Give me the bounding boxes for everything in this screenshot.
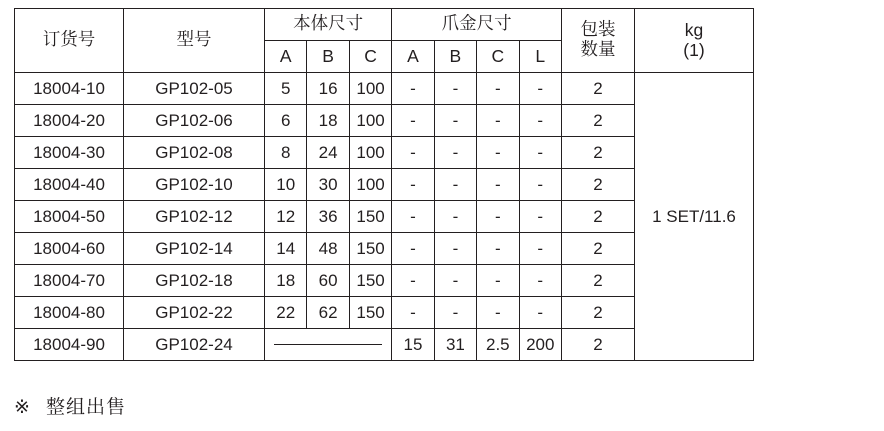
cell-model: GP102-14 — [124, 233, 265, 265]
cell-body-a: 6 — [265, 105, 307, 137]
header-kg — [635, 9, 754, 73]
cell-body-b: 30 — [307, 169, 349, 201]
cell-jaw-a: - — [392, 265, 434, 297]
header-kg-line1: kg — [684, 19, 704, 40]
header-kg-line2: (1) — [683, 39, 705, 60]
cell-body-a: 10 — [265, 169, 307, 201]
cell-body-a: 18 — [265, 265, 307, 297]
cell-pack-qty: 2 — [562, 73, 635, 105]
spec-table-container — [14, 8, 754, 361]
cell-body-b: 62 — [307, 297, 349, 329]
cell-body-c: 100 — [349, 137, 391, 169]
header-body-size: 本体尺寸 — [265, 9, 392, 41]
cell-jaw-l: - — [519, 201, 561, 233]
cell-jaw-l: - — [519, 105, 561, 137]
header-pack-qty — [562, 9, 635, 73]
cell-jaw-l: - — [519, 73, 561, 105]
cell-body-c: 150 — [349, 297, 391, 329]
header-body-b: B — [307, 41, 349, 73]
cell-pack-qty: 2 — [562, 329, 635, 361]
cell-jaw-a: - — [392, 233, 434, 265]
header-body-c: C — [349, 41, 391, 73]
cell-body-a: 14 — [265, 233, 307, 265]
cell-jaw-l: - — [519, 297, 561, 329]
cell-model: GP102-06 — [124, 105, 265, 137]
cell-jaw-c: - — [477, 297, 519, 329]
reference-mark-icon: ※ — [14, 396, 31, 418]
cell-pack-qty: 2 — [562, 233, 635, 265]
cell-jaw-a: - — [392, 137, 434, 169]
header-body-a: A — [265, 41, 307, 73]
table-header — [15, 9, 754, 73]
cell-jaw-b: - — [434, 265, 476, 297]
cell-jaw-c: - — [477, 233, 519, 265]
cell-body-c: 150 — [349, 201, 391, 233]
cell-jaw-b: - — [434, 73, 476, 105]
cell-order-no: 18004-30 — [15, 137, 124, 169]
cell-jaw-c: - — [477, 265, 519, 297]
cell-pack-qty: 2 — [562, 169, 635, 201]
header-jaw-a: A — [392, 41, 434, 73]
cell-pack-qty: 2 — [562, 105, 635, 137]
cell-body-b: 60 — [307, 265, 349, 297]
cell-jaw-b: 31 — [434, 329, 476, 361]
cell-jaw-b: - — [434, 233, 476, 265]
table-body — [15, 73, 754, 361]
cell-body-b: 36 — [307, 201, 349, 233]
cell-jaw-b: - — [434, 105, 476, 137]
cell-order-no: 18004-60 — [15, 233, 124, 265]
cell-order-no: 18004-10 — [15, 73, 124, 105]
cell-jaw-b: - — [434, 297, 476, 329]
cell-body-a: 8 — [265, 137, 307, 169]
specification-table — [14, 8, 754, 361]
cell-jaw-c: 2.5 — [477, 329, 519, 361]
cell-body-b: 24 — [307, 137, 349, 169]
cell-order-no: 18004-40 — [15, 169, 124, 201]
cell-model: GP102-22 — [124, 297, 265, 329]
cell-jaw-c: - — [477, 73, 519, 105]
cell-jaw-l: - — [519, 169, 561, 201]
cell-kg-merged: 1 SET/11.6 — [635, 73, 754, 361]
cell-model: GP102-18 — [124, 265, 265, 297]
cell-order-no: 18004-80 — [15, 297, 124, 329]
cell-body-b: 48 — [307, 233, 349, 265]
cell-model: GP102-10 — [124, 169, 265, 201]
cell-pack-qty: 2 — [562, 297, 635, 329]
cell-jaw-c: - — [477, 169, 519, 201]
cell-body-a: 12 — [265, 201, 307, 233]
cell-jaw-b: - — [434, 201, 476, 233]
cell-body-b: 18 — [307, 105, 349, 137]
cell-jaw-l: - — [519, 233, 561, 265]
header-jaw-size: 爪金尺寸 — [392, 9, 562, 41]
cell-jaw-l: - — [519, 265, 561, 297]
cell-body-size-not-applicable — [265, 329, 392, 361]
header-pack-qty-line1: 包装 — [580, 19, 616, 40]
cell-body-c: 150 — [349, 233, 391, 265]
cell-model: GP102-08 — [124, 137, 265, 169]
cell-model: GP102-24 — [124, 329, 265, 361]
cell-order-no: 18004-50 — [15, 201, 124, 233]
strikethrough-line — [274, 344, 383, 345]
header-jaw-l: L — [519, 41, 561, 73]
table-row — [15, 73, 754, 105]
cell-pack-qty: 2 — [562, 137, 635, 169]
cell-jaw-a: - — [392, 105, 434, 137]
cell-body-c: 100 — [349, 169, 391, 201]
cell-jaw-a: 15 — [392, 329, 434, 361]
cell-jaw-b: - — [434, 169, 476, 201]
header-model: 型号 — [124, 9, 265, 73]
cell-body-b: 16 — [307, 73, 349, 105]
cell-jaw-a: - — [392, 201, 434, 233]
cell-jaw-l: - — [519, 137, 561, 169]
header-pack-qty-line2: 数量 — [580, 39, 616, 60]
cell-jaw-b: - — [434, 137, 476, 169]
cell-body-c: 100 — [349, 73, 391, 105]
header-order-no: 订货号 — [15, 9, 124, 73]
cell-body-c: 150 — [349, 265, 391, 297]
cell-jaw-c: - — [477, 137, 519, 169]
header-jaw-c: C — [477, 41, 519, 73]
cell-model: GP102-12 — [124, 201, 265, 233]
cell-jaw-c: - — [477, 105, 519, 137]
cell-order-no: 18004-90 — [15, 329, 124, 361]
cell-jaw-c: - — [477, 201, 519, 233]
cell-order-no: 18004-70 — [15, 265, 124, 297]
cell-jaw-a: - — [392, 297, 434, 329]
cell-jaw-a: - — [392, 73, 434, 105]
cell-body-a: 5 — [265, 73, 307, 105]
header-jaw-b: B — [434, 41, 476, 73]
cell-pack-qty: 2 — [562, 265, 635, 297]
footnote-text: 整组出售 — [45, 396, 126, 418]
cell-model: GP102-05 — [124, 73, 265, 105]
footnote — [14, 392, 126, 419]
cell-body-c: 100 — [349, 105, 391, 137]
cell-order-no: 18004-20 — [15, 105, 124, 137]
cell-jaw-a: - — [392, 169, 434, 201]
header-row-1 — [15, 9, 754, 41]
cell-jaw-l: 200 — [519, 329, 561, 361]
cell-pack-qty: 2 — [562, 201, 635, 233]
cell-body-a: 22 — [265, 297, 307, 329]
